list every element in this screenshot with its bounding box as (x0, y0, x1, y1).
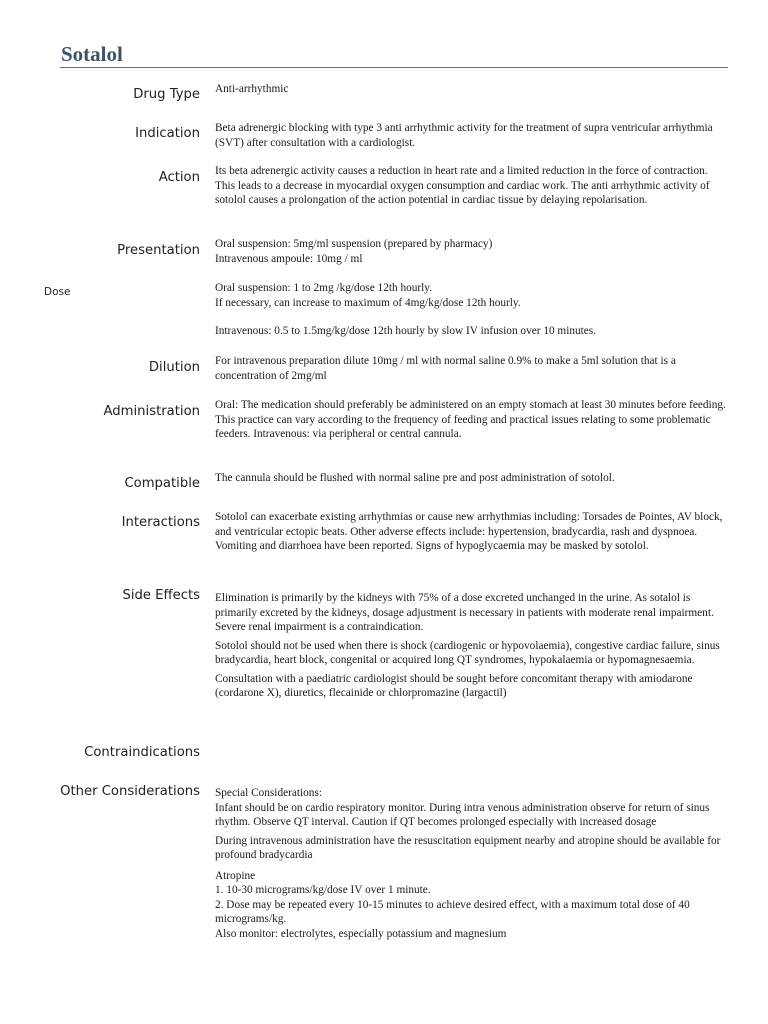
atropine-step-1: 1. 10-30 micrograms/kg/dose IV over 1 minute. (215, 884, 431, 896)
special-considerations-text: Infant should be on cardio respiratory monitor. During intra venous administration observe for return of sinus rhythm. Observe QT interval. Caution if QT becomes prolonged especially with increased dosage (215, 801, 710, 828)
presentation-oral: Oral suspension: 5mg/ml suspension (prepared by pharmacy) (215, 238, 493, 250)
administration-label: Administration (103, 404, 200, 419)
dose-label: Dose (44, 286, 71, 298)
indication-text (215, 121, 730, 150)
dose-text (215, 281, 730, 339)
presentation-iv: Intravenous ampoule: 10mg / ml (215, 252, 363, 265)
indication-value: Beta adrenergic blocking with type 3 anti arrhythmic activity for the treatment of supra ventricular arrhythmia (SVT) after consultation with a cardiologist. (215, 122, 713, 149)
interactions-label: Interactions (121, 515, 200, 530)
atropine-heading: Atropine (215, 869, 256, 882)
other-considerations-label: Other Considerations (60, 784, 200, 799)
action-label: Action (158, 170, 200, 185)
action-text (215, 164, 730, 208)
dilution-text (215, 354, 730, 383)
contraindications-label: Contraindications (84, 745, 200, 760)
interactions-value: Sotolol can exacerbate existing arrhythmias or cause new arrhythmias including: Torsades de Pointes, AV block, and ventricular ectopic beats. Other adverse effects include: hypertension, bradycardia, rash and dyspnoea. Vomiting and diarrhoea have been reported. Signs of hypoglycaemia may be masked by sotolol. (215, 511, 723, 552)
administration-value: Oral: The medication should preferably be administered on an empty stomach at least 30 minutes before feeding. This practice can vary according to the frequency of feeding and practical issues relating to some problematic feeders. Intravenous: via peripheral or central cannula. (215, 399, 726, 440)
drug-type-text (215, 82, 730, 97)
drug-type-label: Drug Type (133, 87, 200, 102)
monitor-text: Also monitor: electrolytes, especially potassium and magnesium (215, 927, 507, 940)
interactions-text (215, 510, 730, 554)
drug-type-value: Anti-arrhythmic (215, 83, 289, 95)
side-effects-consultation: Consultation with a paediatric cardiologist should be sought before concomitant therapy with amiodarone (cordarone X), diuretics, flecainide or chlorpromazine (largactil) (215, 672, 693, 699)
compatible-value: The cannula should be flushed with normal saline pre and post administration of sotolol. (215, 472, 615, 484)
dilution-label: Dilution (148, 360, 200, 375)
title-divider (60, 67, 728, 68)
side-effects-label: Side Effects (122, 588, 200, 603)
side-effects-text (215, 591, 730, 701)
dose-oral: Oral suspension: 1 to 2mg /kg/dose 12th hourly. (215, 282, 433, 294)
action-value: Its beta adrenergic activity causes a reduction in heart rate and a limited reduction in the force of contraction. This leads to a decrease in myocardial oxygen consumption and cardiac work. The anti arrhythmic activity of sotolol causes a prolongation of the action potential in cardiac tissue by delaying repolarisation. (215, 165, 710, 206)
page-title: Sotalol (61, 42, 123, 66)
dose-iv: Intravenous: 0.5 to 1.5mg/kg/dose 12th hourly by slow IV infusion over 10 minutes. (215, 325, 597, 337)
other-considerations-text (215, 786, 730, 941)
presentation-label: Presentation (117, 243, 200, 258)
atropine-step-2: 2. Dose may be repeated every 10-15 minutes to achieve desired effect, with a maximum total dose of 40 micrograms/kg. (215, 898, 690, 925)
compatible-text (215, 471, 730, 486)
resuscitation-text: During intravenous administration have the resuscitation equipment nearby and atropine should be available for profound bradycardia (215, 834, 721, 861)
side-effects-shock: Sotolol should not be used when there is shock (cardiogenic or hypovolaemia), congestive cardiac failure, sinus bradycardia, heart block, congenital or acquired long QT syndromes, hypokalaemia or hypomagnesaemia. (215, 639, 720, 666)
dilution-value: For intravenous preparation dilute 10mg / ml with normal saline 0.9% to make a 5ml solution that is a concentration of 2mg/ml (215, 355, 676, 382)
dose-max: If necessary, can increase to maximum of 4mg/kg/dose 12th hourly. (215, 296, 521, 309)
side-effects-elimination: Elimination is primarily by the kidneys with 75% of a dose excreted unchanged in the urine. As sotalol is primarily excreted by the kidneys, dosage adjustment is necessary in patients with moderate renal impairment. Severe renal impairment is a contraindication. (215, 592, 714, 633)
compatible-label: Compatible (124, 476, 200, 491)
administration-text (215, 398, 730, 442)
indication-label: Indication (135, 126, 200, 141)
special-considerations-heading: Special Considerations: (215, 787, 322, 799)
presentation-text (215, 237, 730, 266)
